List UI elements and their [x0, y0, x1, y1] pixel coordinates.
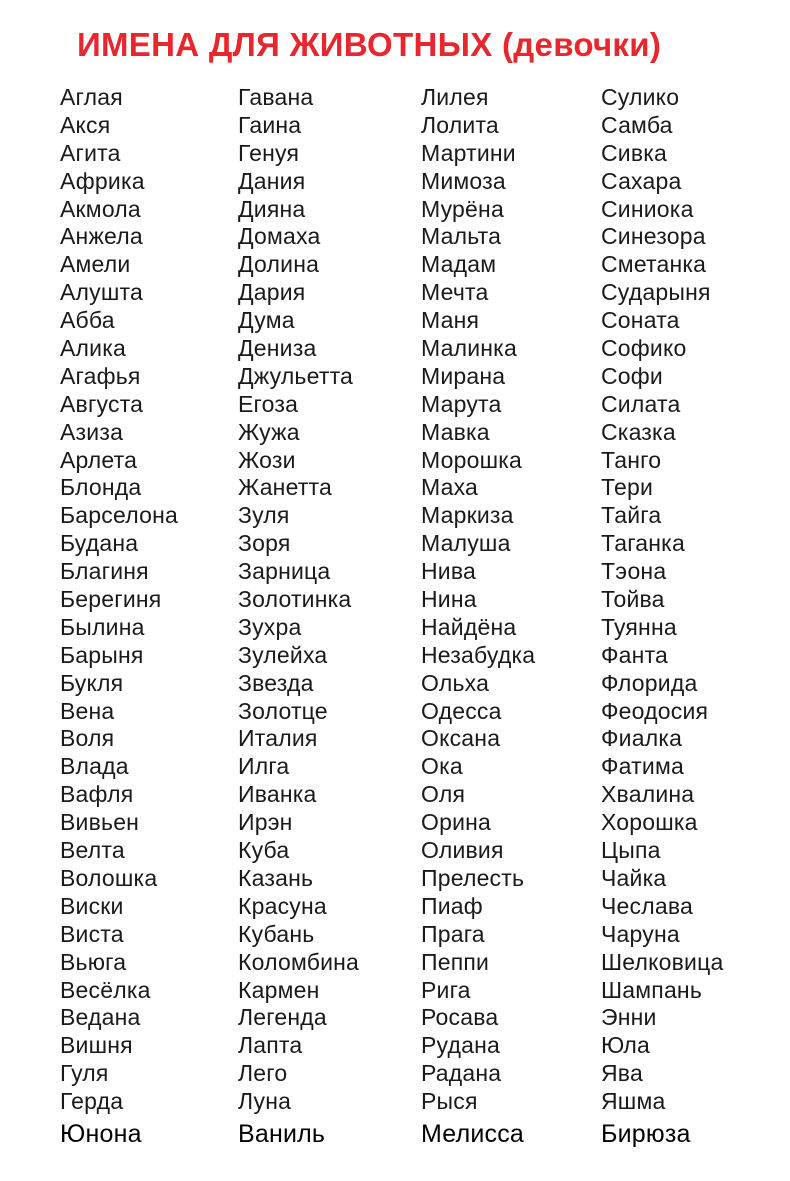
- name-item: Мурёна: [421, 195, 504, 222]
- name-item: Мартини: [421, 139, 516, 166]
- name-item: Цыпа: [601, 837, 661, 864]
- name-item: Бирюза: [601, 1119, 691, 1148]
- name-item: Танго: [601, 446, 662, 473]
- name-item: Хорошка: [601, 809, 698, 836]
- name-item: Золотинка: [238, 586, 352, 613]
- name-item: Малинка: [421, 335, 517, 362]
- name-item: Мелисса: [421, 1119, 525, 1148]
- name-item: Синезора: [601, 223, 706, 250]
- name-item: Куба: [238, 837, 290, 864]
- name-item: Сударыня: [601, 279, 711, 306]
- name-item: Герда: [60, 1088, 124, 1115]
- name-item: Прелесть: [421, 864, 525, 891]
- name-item: Волошка: [60, 864, 158, 891]
- name-item: Юла: [601, 1032, 651, 1059]
- name-item: Энни: [601, 1004, 657, 1031]
- name-item: Влада: [60, 753, 129, 780]
- name-item: Морошка: [421, 446, 523, 473]
- name-item: Барыня: [60, 641, 144, 668]
- name-item: Вафля: [60, 781, 134, 808]
- name-item: Акся: [60, 111, 111, 138]
- name-item: Дума: [238, 307, 295, 334]
- name-item: Одесса: [421, 697, 502, 724]
- name-item: Генуя: [238, 139, 300, 166]
- name-item: Вивьен: [60, 809, 140, 836]
- name-item: Зуля: [238, 502, 290, 529]
- name-item: Амели: [60, 251, 131, 278]
- name-item: Ока: [421, 753, 463, 780]
- name-item: Агита: [60, 139, 121, 166]
- name-item: Ирэн: [238, 809, 293, 836]
- name-item: Дания: [238, 167, 306, 194]
- name-item: Долина: [238, 251, 320, 278]
- name-item: Сивка: [601, 139, 668, 166]
- name-item: Сказка: [601, 418, 676, 445]
- name-item: Егоза: [238, 390, 299, 417]
- name-item: Ольха: [421, 669, 490, 696]
- name-item: Рудана: [421, 1032, 500, 1059]
- name-item: Вьюга: [60, 948, 127, 975]
- name-item: Вена: [60, 697, 115, 724]
- name-item: Нина: [421, 586, 477, 613]
- name-item: Жужа: [238, 418, 300, 445]
- name-item: Домаха: [238, 223, 321, 250]
- name-item: Алика: [60, 335, 126, 362]
- name-item: Абба: [60, 307, 115, 334]
- name-item: Сахара: [601, 167, 682, 194]
- name-item: Благиня: [60, 558, 149, 585]
- name-item: Гавана: [238, 84, 314, 110]
- name-item: Италия: [238, 725, 318, 752]
- name-item: Жанетта: [238, 474, 333, 501]
- name-item: Алушта: [60, 279, 143, 306]
- name-item: Орина: [421, 809, 492, 836]
- name-item: Марута: [421, 390, 502, 417]
- name-item: Лапта: [238, 1032, 303, 1059]
- name-item: Золотце: [238, 697, 328, 724]
- name-item: Софико: [601, 335, 687, 362]
- name-item: Илга: [238, 753, 290, 780]
- name-item: Берегиня: [60, 586, 162, 613]
- name-item: Шелковица: [601, 948, 724, 975]
- name-item: Весёлка: [60, 976, 151, 1003]
- name-item: Тери: [601, 474, 653, 501]
- name-item: Фатима: [601, 753, 684, 780]
- name-item: Ваниль: [238, 1119, 326, 1148]
- name-item: Букля: [60, 669, 124, 696]
- name-item: Иванка: [238, 781, 317, 808]
- name-item: Ява: [601, 1060, 643, 1087]
- name-item: Будана: [60, 530, 139, 557]
- name-item: Дария: [238, 279, 306, 306]
- name-item: Мадам: [421, 251, 497, 278]
- page-title: ИМЕНА ДЛЯ ЖИВОТНЫХ (девочки): [77, 26, 662, 63]
- name-item: Мальта: [421, 223, 502, 250]
- name-item: Оливия: [421, 837, 504, 864]
- name-item: Туянна: [601, 613, 677, 640]
- name-item: Кубань: [238, 920, 315, 947]
- name-item: Былина: [60, 613, 145, 640]
- name-item: Мавка: [421, 418, 490, 445]
- name-item: Коломбина: [238, 948, 360, 975]
- name-item: Августа: [60, 390, 144, 417]
- name-item: Рыся: [421, 1088, 478, 1115]
- name-item: Юнона: [60, 1119, 142, 1148]
- name-item: Вишня: [60, 1032, 133, 1059]
- name-item: Пеппи: [421, 948, 490, 975]
- name-item: Самба: [601, 111, 673, 138]
- name-item: Маркиза: [421, 502, 514, 529]
- name-item: Радана: [421, 1060, 502, 1087]
- name-item: Африка: [60, 167, 145, 194]
- name-item: Хвалина: [601, 781, 695, 808]
- name-item: Силата: [601, 390, 681, 417]
- name-item: Пиаф: [421, 892, 483, 919]
- name-item: Акмола: [60, 195, 141, 222]
- name-item: Рига: [421, 976, 471, 1003]
- name-item: Найдёна: [421, 613, 517, 640]
- name-item: Маха: [421, 474, 479, 501]
- name-item: Соната: [601, 307, 680, 334]
- names-column-2: [238, 84, 359, 1152]
- name-item: Нива: [421, 558, 477, 585]
- name-item: Джульетта: [238, 362, 354, 389]
- name-item: Барселона: [60, 502, 178, 529]
- name-item: Легенда: [238, 1004, 327, 1031]
- name-item: Лолита: [421, 111, 499, 138]
- name-item: Гаина: [238, 111, 302, 138]
- name-item: Шампань: [601, 976, 703, 1003]
- name-item: Малуша: [421, 530, 511, 557]
- name-item: Мирана: [421, 362, 506, 389]
- name-item: Звезда: [238, 669, 314, 696]
- name-item: Велта: [60, 837, 125, 864]
- name-item: Фиалка: [601, 725, 683, 752]
- name-item: Блонда: [60, 474, 142, 501]
- name-item: Феодосия: [601, 697, 709, 724]
- name-item: Зоря: [238, 530, 291, 557]
- name-item: Виски: [60, 892, 124, 919]
- name-item: Таганка: [601, 530, 685, 557]
- name-item: Лилея: [421, 84, 489, 110]
- name-item: Зарница: [238, 558, 331, 585]
- name-item: Чаруна: [601, 920, 680, 947]
- name-item: Тэона: [601, 558, 667, 585]
- name-item: Сметанка: [601, 251, 707, 278]
- name-item: Флорида: [601, 669, 698, 696]
- name-item: Виста: [60, 920, 124, 947]
- names-column-1: [60, 84, 178, 1152]
- name-item: Росава: [421, 1004, 499, 1031]
- name-item: Красуна: [238, 892, 327, 919]
- name-item: Тойва: [601, 586, 665, 613]
- name-item: Жози: [238, 446, 296, 473]
- name-item: Фанта: [601, 641, 669, 668]
- name-item: Воля: [60, 725, 115, 752]
- name-item: Софи: [601, 362, 663, 389]
- name-item: Агафья: [60, 362, 141, 389]
- names-column-4: [601, 84, 723, 1152]
- name-item: Оля: [421, 781, 466, 808]
- name-item: Дениза: [238, 335, 317, 362]
- name-item: Луна: [238, 1088, 292, 1115]
- name-item: Анжела: [60, 223, 143, 250]
- name-item: Казань: [238, 864, 314, 891]
- name-item: Яшма: [601, 1088, 666, 1115]
- name-item: Синиока: [601, 195, 694, 222]
- name-item: Чайка: [601, 864, 667, 891]
- name-item: Азиза: [60, 418, 124, 445]
- name-item: Зухра: [238, 613, 302, 640]
- name-item: Аглая: [60, 84, 123, 110]
- name-item: Лего: [238, 1060, 288, 1087]
- name-item: Тайга: [601, 502, 662, 529]
- name-item: Ведана: [60, 1004, 141, 1031]
- name-item: Маня: [421, 307, 480, 334]
- name-item: Дияна: [238, 195, 306, 222]
- name-item: Гуля: [60, 1060, 109, 1087]
- name-item: Чеслава: [601, 892, 693, 919]
- name-item: Мечта: [421, 279, 489, 306]
- name-item: Прага: [421, 920, 485, 947]
- name-item: Мимоза: [421, 167, 506, 194]
- name-item: Незабудка: [421, 641, 536, 668]
- name-item: Арлета: [60, 446, 138, 473]
- names-column-3: [421, 84, 535, 1152]
- name-item: Кармен: [238, 976, 320, 1003]
- name-item: Зулейха: [238, 641, 328, 668]
- name-item: Сулико: [601, 84, 680, 110]
- name-item: Оксана: [421, 725, 501, 752]
